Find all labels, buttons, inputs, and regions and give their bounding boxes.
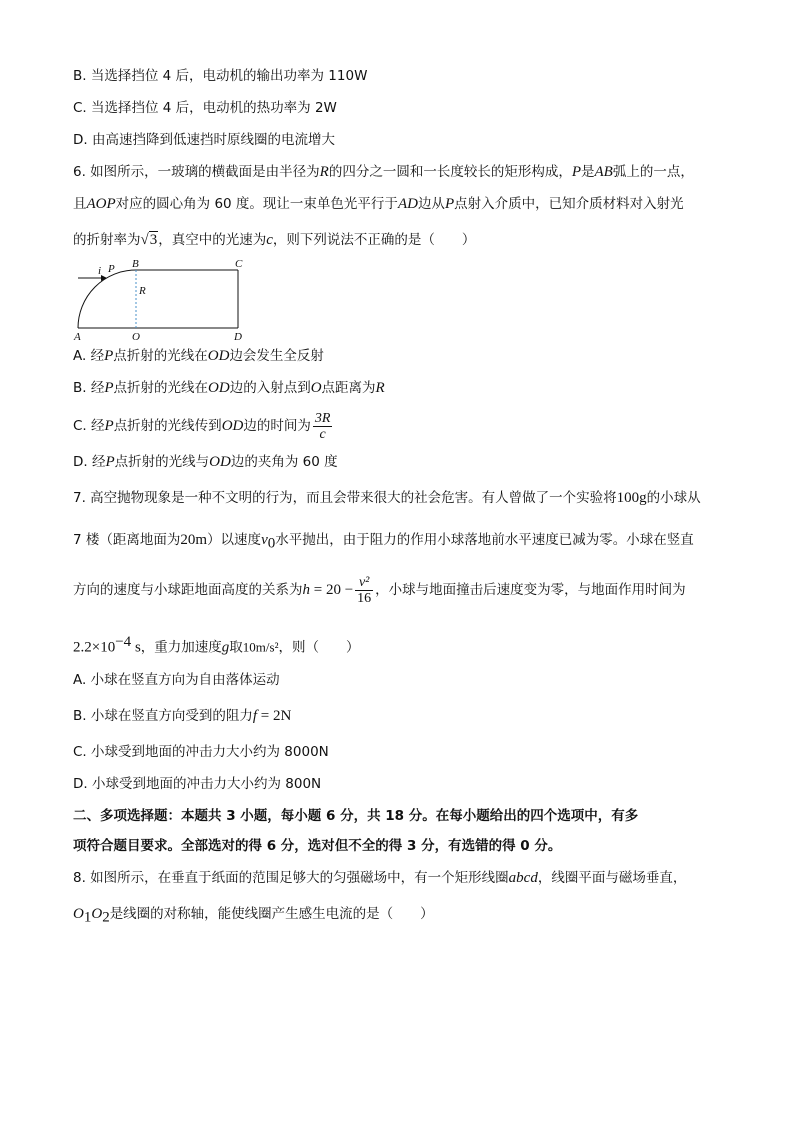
q6-option-c: C. 经P点折射的光线传到OD边的时间为 $\frac{3R}{c}$ <box>73 410 331 442</box>
fraction-v2-over-16: $\frac{\text{v²}}{16}$ <box>357 574 372 606</box>
label-d: D <box>234 331 242 342</box>
q5-option-d: D. 由高速挡降到低速挡时原线圈的电流增大 <box>73 132 335 148</box>
q7-option-c: C. 小球受到地面的冲击力大小约为 8000N <box>73 744 329 760</box>
q6-stem-line2: 且AOP对应的圆心角为 60 度。现让一束单色光平行于AD边从P点射入介质中，已知介质材料对入射光 <box>73 196 684 212</box>
section2-heading-line1: 二、多项选择题：本题共 3 小题，每小题 6 分，共 18 分。在每小题给出的四个选项中，有多 <box>73 808 639 824</box>
label-a: A <box>74 331 81 342</box>
q7-stem-line2: 7 楼（距离地面为20m）以速度$v_0$水平抛出，由于阻力的作用小球落地前水平速度已减为零。小球在竖直 <box>73 532 694 552</box>
fraction-3r-over-c: $\frac{3R}{c}$ <box>314 410 331 442</box>
label-p: P <box>108 263 115 275</box>
label-o: O <box>132 331 140 342</box>
q6-figure <box>70 256 255 342</box>
q6-option-a: A. 经P点折射的光线在OD边会发生全反射 <box>73 348 324 364</box>
q5-option-c: C. 当选择挡位 4 后，电动机的热功率为 2W <box>73 100 337 116</box>
q6-stem-line3: 的折射率为√3，真空中的光速为c，则下列说法不正确的是（ ） <box>73 232 476 248</box>
quarter-arc <box>78 270 136 328</box>
q7-option-a: A. 小球在竖直方向为自由落体运动 <box>73 672 280 688</box>
label-i: i <box>98 265 102 277</box>
q7-stem-line3: 方向的速度与小球距地面高度的关系为h = 20 − $\frac{\text{v²}}{16}$ ，小球与地面撞击后速度变为零，与地面作用时间为 <box>73 574 686 606</box>
q6-stem-line1: 6. 如图所示，一玻璃的横截面是由半径为R的四分之一圆和一长度较长的矩形构成，P是AB弧上的一点， <box>73 164 694 180</box>
q7-option-d: D. 小球受到地面的冲击力大小约为 800N <box>73 776 322 792</box>
q6-option-b: B. 经P点折射的光线在OD边的入射点到O点距离为R <box>73 380 385 396</box>
q5-option-b: B. 当选择挡位 4 后，电动机的输出功率为 110W <box>73 68 368 84</box>
q7-stem-line4: $2.2\times 10^{-4}$ s，重力加速度g取10m/s²，则（ ） <box>73 634 360 656</box>
q8-stem-line1: 8. 如图所示，在垂直于纸面的范围足够大的匀强磁场中，有一个矩形线圈abcd，线圈平面与磁场垂直， <box>73 870 687 886</box>
section2-heading-line2: 项符合题目要求。全部选对的得 6 分，选对但不全的得 3 分，有选错的得 0 分。 <box>73 838 562 854</box>
q8-stem-line2: $O_1O_2$是线圈的对称轴，能使线圈产生感生电流的是（ ） <box>73 906 434 926</box>
sqrt-three: √3 <box>140 232 158 248</box>
q7-option-b: B. 小球在竖直方向受到的阻力f = 2N <box>73 708 292 724</box>
q6-option-d: D. 经P点折射的光线与OD边的夹角为 60 度 <box>73 454 338 470</box>
label-c: C <box>235 258 243 270</box>
label-r: R <box>139 285 146 297</box>
q7-stem-line1: 7. 高空抛物现象是一种不文明的行为，而且会带来很大的社会危害。有人曾做了一个实验将100g的小球从 <box>73 490 701 506</box>
label-b: B <box>132 258 139 270</box>
